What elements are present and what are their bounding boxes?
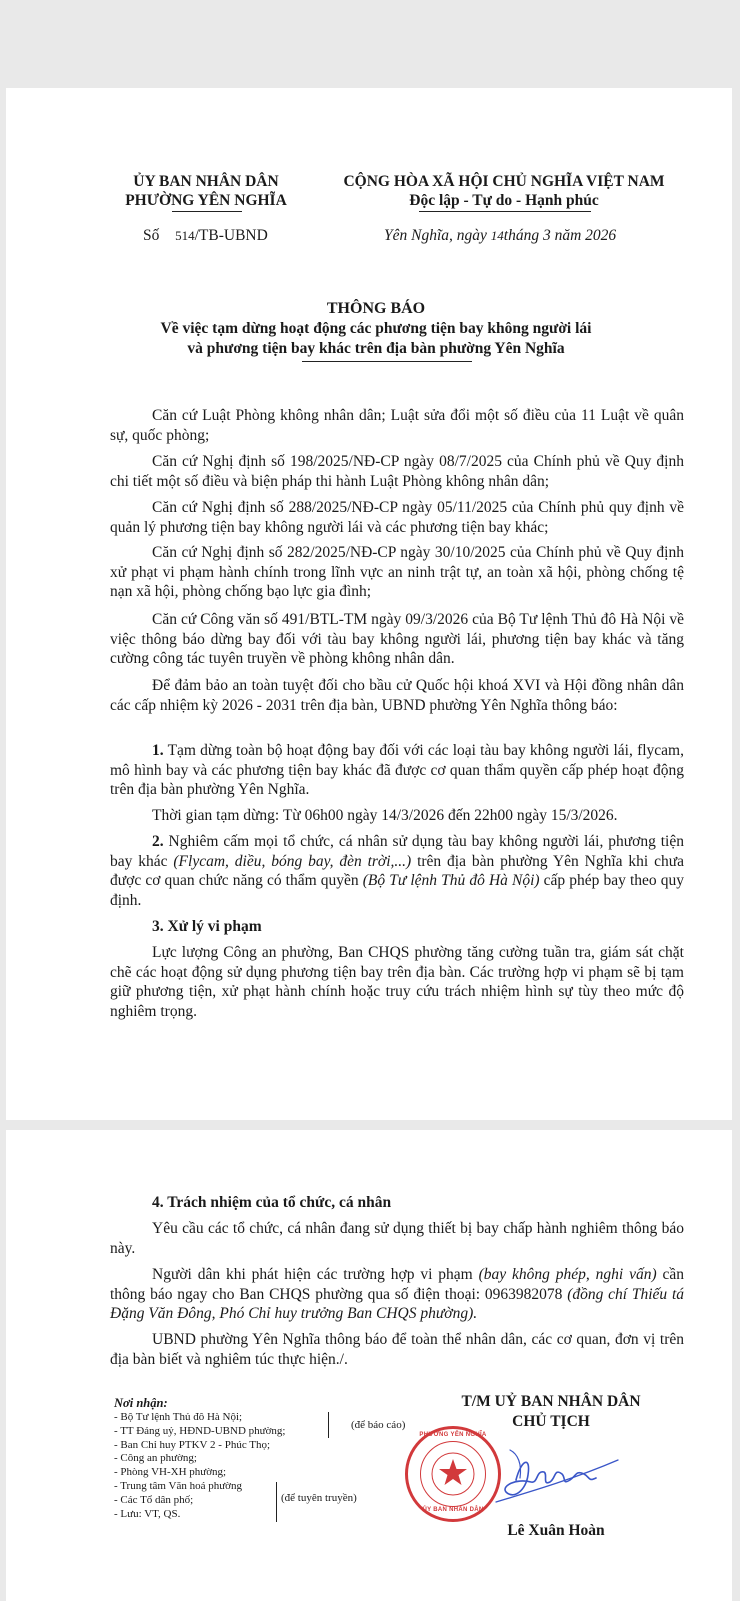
- date-suffix: tháng 3 năm 2026: [503, 227, 617, 244]
- section-1: [110, 741, 684, 800]
- recipient-item: - Các Tổ dân phố;: [114, 1493, 194, 1506]
- handwritten-signature-icon: [476, 1430, 636, 1520]
- signer-role-line-1: T/M UỶ BAN NHÂN DÂN: [461, 1393, 641, 1410]
- section-3-heading: 3. Xử lý vi phạm: [152, 918, 262, 935]
- motto-underline: [419, 211, 591, 212]
- number-suffix: /TB-UBND: [194, 227, 268, 244]
- title-underline: [302, 361, 472, 362]
- legal-basis-3: Căn cứ Nghị định số 288/2025/NĐ-CP ngày 05/11/2025 của Chính phủ quy định về quản lý phương tiện bay không người lái và các phương tiện bay khác;: [110, 499, 684, 536]
- s4-p2-text-d: (đồng chí Thiếu tá Đặng Văn Đông, Phó Chỉ huy trưởng Ban CHQS phường).: [110, 1285, 685, 1322]
- legal-basis-2: Căn cứ Nghị định số 198/2025/NĐ-CP ngày 08/7/2025 của Chính phủ về Quy định chi tiết một số điều và biện pháp thi hành Luật Phòng không nhân dân;: [110, 453, 684, 490]
- title-main: THÔNG BÁO: [326, 300, 426, 317]
- section-2: [110, 832, 684, 910]
- agency-underline: [172, 211, 242, 212]
- nation-line-2: Độc lập - Tự do - Hạnh phúc: [409, 192, 599, 209]
- document-number: [143, 226, 268, 245]
- seal-text-top: PHƯỜNG YÊN NGHĨA: [419, 1432, 487, 1438]
- section-1-text: Tạm dừng toàn bộ hoạt động bay đối với các loại tàu bay không người lái, flycam, mô hình bay và các phương tiện bay khác đã được cơ quan thẩm quyền cấp phép hoạt động trên địa bàn phường Yên Nghĩa.: [110, 742, 684, 798]
- nation-line-1: CỘNG HÒA XÃ HỘI CHỦ NGHĨA VIỆT NAM: [343, 173, 665, 190]
- document-page-1: [6, 88, 732, 1120]
- recipient-item: - Công an phường;: [114, 1452, 197, 1465]
- section-4-heading: 4. Trách nhiệm của tổ chức, cá nhân: [152, 1194, 392, 1211]
- number-label: Số: [143, 227, 160, 244]
- seal-text-bottom: ỦY BAN NHÂN DÂN: [422, 1507, 484, 1513]
- signer-role-line-2: CHỦ TỊCH: [512, 1413, 590, 1430]
- section-4-paragraph-3: UBND phường Yên Nghĩa thông báo để toàn thể nhân dân, các cơ quan, đơn vị trên địa bàn biết và nghiêm túc thực hiện./.: [110, 1331, 684, 1368]
- signer-role: [436, 1392, 666, 1432]
- date-prefix: Yên Nghĩa, ngày: [384, 227, 487, 244]
- document-page-2: [6, 1130, 732, 1601]
- s4-p2-text-b: (bay không phép, nghi vấn): [478, 1266, 657, 1283]
- section-2-text-e: cấp phép bay theo quy định.: [110, 872, 684, 909]
- note-propaganda: (để tuyên truyền): [281, 1492, 357, 1504]
- report-bracket: [328, 1412, 329, 1438]
- title-sub-1: Về việc tạm dừng hoạt động các phương tiện bay không người lái: [160, 320, 592, 337]
- suspension-time: Thời gian tạm dừng: Từ 06h00 ngày 14/3/2026 đến 22h00 ngày 15/3/2026.: [152, 807, 618, 824]
- recipients-heading: Nơi nhận:: [114, 1396, 168, 1410]
- section-4-paragraph-1: Yêu cầu các tổ chức, cá nhân đang sử dụng thiết bị bay chấp hành nghiêm thông báo này.: [110, 1220, 684, 1257]
- legal-basis-1: Căn cứ Luật Phòng không nhân dân; Luật sửa đổi một số điều của 11 Luật về quân sự, quốc phòng;: [110, 407, 684, 444]
- section-2-text-b: (Flycam, diều, bóng bay, đèn trời,...): [173, 852, 412, 870]
- section-4-paragraph-2: [110, 1265, 684, 1324]
- issuing-agency: [66, 172, 346, 210]
- recipient-item: - Phòng VH-XH phường;: [114, 1466, 227, 1479]
- s4-p2-text-c: cần thông báo ngay cho Ban CHQS phường qua số điện thoại: 0963982078: [110, 1266, 685, 1303]
- number-value: 514: [175, 228, 195, 243]
- agency-line-2: PHƯỜNG YÊN NGHĨA: [125, 192, 287, 209]
- purpose-paragraph: Để đảm bảo an toàn tuyệt đối cho bầu cử Quốc hội khoá XVI và Hội đồng nhân dân các cấp nhiệm kỳ 2026 - 2031 trên địa bàn, UBND phường Yên Nghĩa thông báo:: [110, 677, 684, 714]
- section-2-text-a: Nghiêm cấm mọi tổ chức, cá nhân sử dụng tàu bay không người lái, phương tiện bay khác: [110, 833, 684, 870]
- section-3-text: Lực lượng Công an phường, Ban CHQS phường tăng cường tuần tra, giám sát chặt chẽ các hoạt động sử dụng phương tiện bay trên địa bàn. Các trường hợp vi phạm sẽ bị tạm giữ phương tiện, xử phạt hành chính hoặc truy cứu trách nhiệm hình sự tùy theo mức độ nghiêm trọng.: [110, 944, 684, 1020]
- recipients-block: [114, 1396, 404, 1521]
- legal-basis-5: Căn cứ Công văn số 491/BTL-TM ngày 09/3/2026 của Bộ Tư lệnh Thủ đô Hà Nội về việc thông báo dừng bay đối với tàu bay không người lái, phương tiện bay khác và tăng cường công tác tuyên truyền về phòng không nhân dân.: [110, 611, 684, 667]
- legal-basis-4: Căn cứ Nghị định số 282/2025/NĐ-CP ngày 30/10/2025 của Chính phủ về Quy định xử phạt vi phạm hành chính trong lĩnh vực an ninh trật tự, an toàn xã hội, phòng chống tệ nạn xã hội, phòng chống bạo lực gia đình;: [110, 544, 684, 600]
- propaganda-bracket: [276, 1482, 277, 1522]
- s4-p2-text-a: Người dân khi phát hiện các trường hợp vi phạm: [152, 1266, 473, 1283]
- recipient-item: - TT Đảng uỷ, HĐND-UBND phường;: [114, 1424, 286, 1437]
- section-2-text-c: trên địa bàn phường Yên Nghĩa khi chưa được cơ quan chức năng có thẩm quyền: [110, 852, 685, 889]
- agency-line-1: ỦY BAN NHÂN DÂN: [133, 173, 279, 190]
- document-title: [66, 299, 686, 359]
- recipient-item: - Ban Chỉ huy PTKV 2 - Phúc Thọ;: [114, 1438, 271, 1451]
- section-2-text-d: (Bộ Tư lệnh Thủ đô Hà Nội): [362, 872, 540, 889]
- section-2-number: 2.: [152, 833, 164, 850]
- note-report: (để báo cáo): [351, 1419, 406, 1431]
- document-date: [384, 226, 616, 245]
- section-1-number: 1.: [152, 742, 164, 759]
- recipient-item: - Trung tâm Văn hoá phường: [114, 1479, 242, 1492]
- signer-name: Lê Xuân Hoàn: [507, 1522, 605, 1539]
- title-sub-2: và phương tiện bay khác trên địa bàn phường Yên Nghĩa: [187, 340, 565, 357]
- recipient-item: - Bộ Tư lệnh Thủ đô Hà Nội;: [114, 1411, 243, 1423]
- date-day: 14: [490, 228, 504, 243]
- recipient-item: - Lưu: VT, QS.: [114, 1507, 181, 1520]
- national-motto: [324, 172, 684, 210]
